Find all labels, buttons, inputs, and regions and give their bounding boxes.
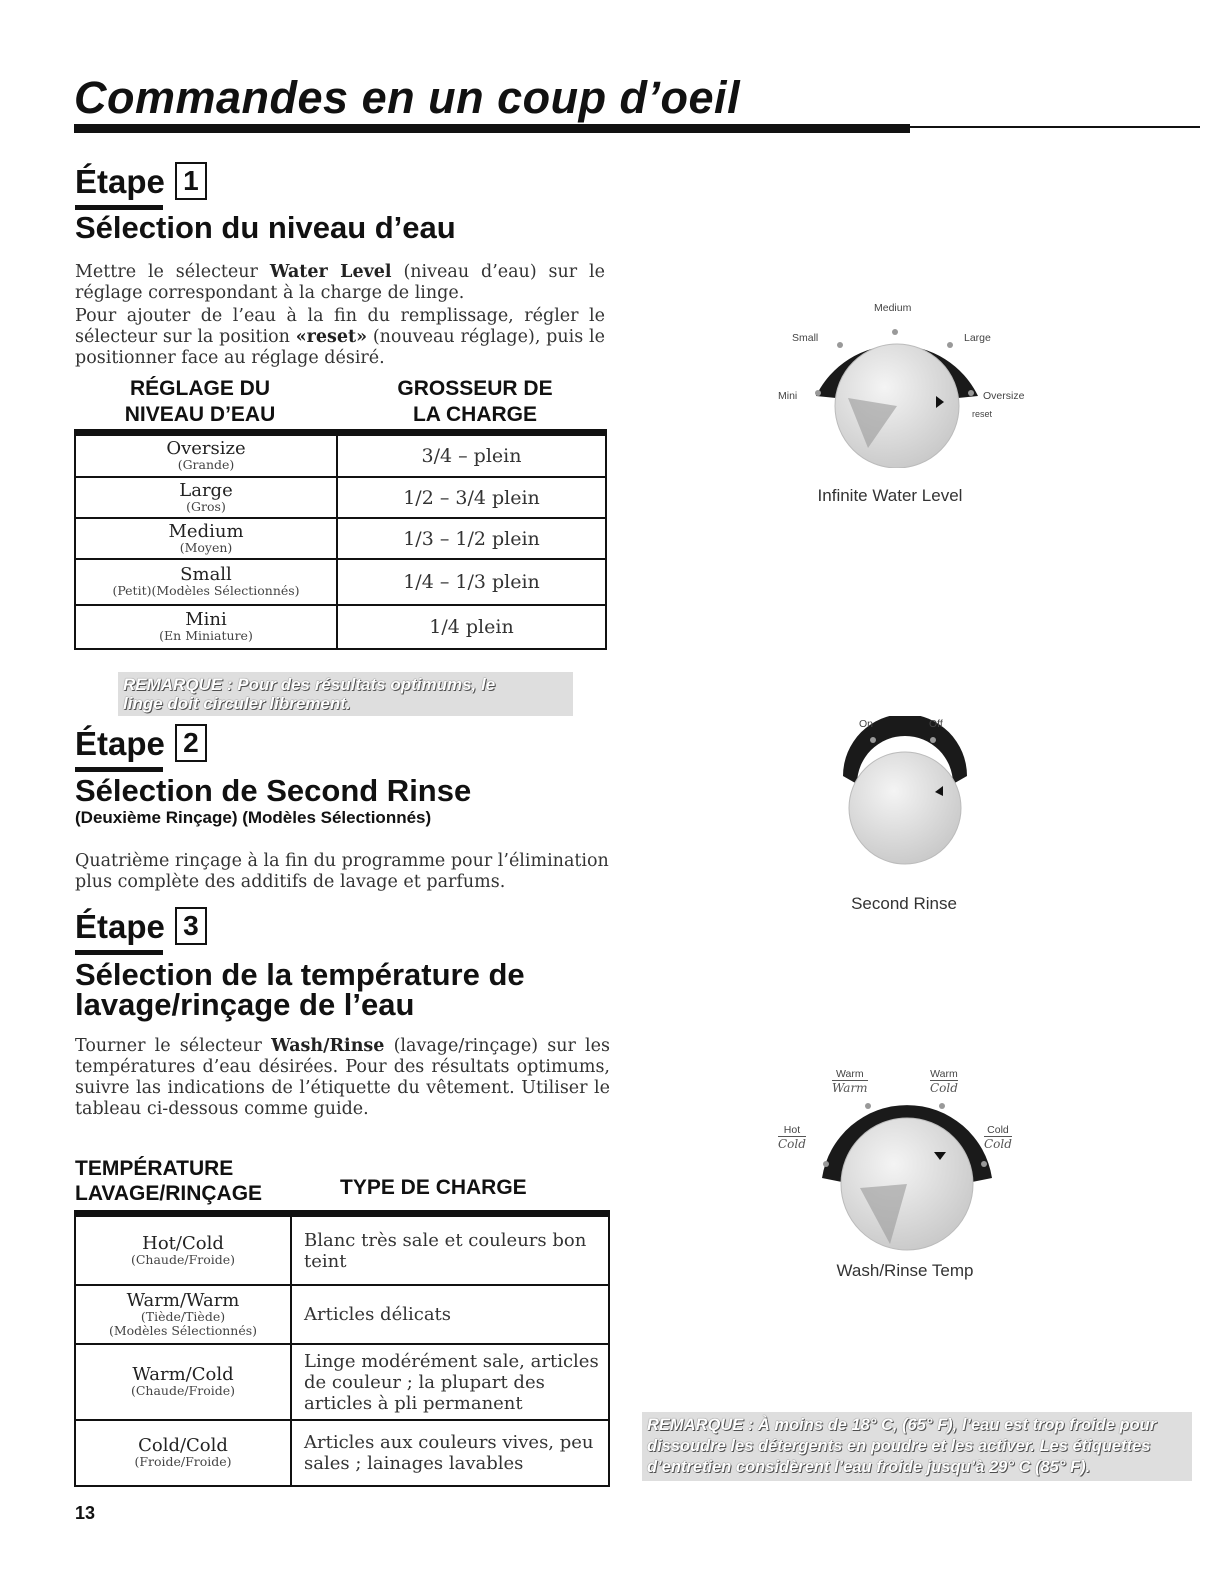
second-rinse-caption: Second Rinse [851, 894, 957, 913]
load-type: Blanc très sale et couleurs bon teint [291, 1216, 609, 1285]
level-cell [75, 605, 337, 649]
temp-table-col1-header [75, 1156, 262, 1206]
page-number: 13 [75, 1503, 96, 1523]
step-2-label [75, 725, 207, 765]
second-rinse-dial-figure [835, 716, 975, 876]
table-row [75, 1420, 609, 1486]
label-bottom: Cold [778, 1137, 806, 1151]
heading-line: lavage/rinçage de l’eau [75, 987, 415, 1022]
level-name: Large [179, 479, 233, 501]
level-translation: (Moyen) [179, 539, 233, 555]
level-cell [75, 559, 337, 605]
table-row [75, 559, 606, 605]
text: Pour ajouter de l’eau à la fin du remplissage, régler le sélecteur sur la position [75, 306, 605, 347]
temp-cell [75, 1344, 291, 1420]
wash-rinse-dial-icon [770, 1068, 1040, 1254]
level-name: Small [180, 564, 232, 585]
label-top: Cold [984, 1124, 1012, 1137]
step-underline [75, 767, 163, 772]
header-line: RÉGLAGE DU [129, 377, 270, 400]
label-top: Warm [832, 1068, 868, 1081]
etape-word: Étape [75, 725, 165, 762]
temp-name: Warm/Warm [126, 1289, 240, 1311]
temp-translation: (Chaude/Froide) [130, 1251, 236, 1267]
wash-rinse-caption: Wash/Rinse Temp [836, 1261, 974, 1280]
second-rinse-dial-icon [835, 716, 975, 876]
label-bottom: Cold [930, 1081, 958, 1095]
label-hot-cold [778, 1124, 806, 1151]
step-1-paragraph-1 [75, 262, 605, 304]
label-off: Off [929, 718, 943, 730]
wash-rinse-dial-figure [770, 1068, 1040, 1254]
text: (niveau d’eau) sur le réglage correspondant à la charge de linge. [75, 262, 606, 303]
load-type: Articles délicats [291, 1285, 609, 1344]
water-table-col2-header [360, 376, 590, 428]
label-cold-cold [984, 1124, 1012, 1151]
page-title: Commandes en un coup d’oeil [74, 72, 741, 123]
level-name: Oversize [166, 438, 246, 459]
etape-word: Étape [75, 908, 165, 945]
table-row [75, 477, 606, 518]
load-size: 1/4 plein [337, 605, 606, 649]
label-reset: reset [972, 409, 993, 419]
step-number: 3 [175, 907, 207, 945]
header-line: NIVEAU D’EAU [124, 403, 276, 426]
header-line: TEMPÉRATURE [75, 1157, 234, 1180]
step-2-subheading: (Deuxième Rinçage) (Modèles Sélectionnés) [75, 808, 432, 827]
wash-rinse-term: Wash/Rinse [271, 1036, 385, 1056]
header-line: LAVAGE/RINÇAGE [75, 1182, 263, 1205]
temp-translation: (Tiède/Tiède) [140, 1308, 226, 1324]
text: Mettre le sélecteur [75, 262, 270, 282]
label-bottom: Cold [984, 1137, 1012, 1151]
step-2-heading: Sélection de Second Rinse [75, 773, 472, 808]
label-top: Hot [778, 1124, 806, 1137]
water-level-caption: Infinite Water Level [817, 486, 963, 505]
note-line: linge doit circuler librement. [123, 694, 351, 713]
header-line: LA CHARGE [412, 403, 538, 426]
load-size: 1/2 – 3/4 plein [337, 477, 606, 518]
step-3-label [75, 908, 207, 948]
title-rule [74, 124, 910, 133]
step-number: 1 [175, 162, 207, 200]
note-line: REMARQUE : Pour des résultats optimums, le [123, 675, 496, 694]
reset-term: «reset» [295, 327, 368, 347]
label-on: On [859, 718, 874, 730]
text: (nouveau réglage), puis le positionner face au réglage désiré. [75, 327, 605, 368]
water-table-col1-header [90, 376, 310, 428]
label-large: Large [964, 332, 991, 344]
table-row [75, 1216, 609, 1285]
level-cell [75, 435, 337, 477]
table-row [75, 518, 606, 559]
label-small: Small [792, 332, 819, 344]
temp-cell [75, 1285, 291, 1344]
step-3-heading [75, 957, 525, 1022]
level-name: Medium [168, 520, 244, 542]
level-cell [75, 477, 337, 518]
note-circulation [118, 672, 573, 716]
water-level-dial-figure [778, 298, 1048, 468]
table-row [75, 435, 606, 477]
load-size: 3/4 – plein [337, 435, 606, 477]
label-bottom: Warm [832, 1081, 868, 1095]
level-translation: (En Miniature) [159, 628, 253, 643]
temp-translation: (Chaude/Froide) [130, 1383, 236, 1398]
load-size: 1/4 – 1/3 plein [337, 559, 606, 605]
label-warm-cold [930, 1068, 958, 1095]
load-type: Articles aux couleurs vives, peu sales ; lainages lavables [291, 1420, 609, 1486]
temp-name: Warm/Cold [132, 1364, 234, 1385]
step-3-paragraph [75, 1036, 610, 1120]
label-mini: Mini [778, 390, 798, 402]
temp-cell [75, 1420, 291, 1486]
header-line: GROSSEUR DE [397, 377, 553, 400]
label-oversize: Oversize [983, 390, 1025, 402]
temp-table-col2-header: TYPE DE CHARGE [340, 1176, 527, 1199]
title-rule-thin [910, 126, 1200, 128]
table-row [75, 1344, 609, 1420]
load-type: Linge modérément sale, articles de couleur ; la plupart des articles à pli permanent [291, 1344, 609, 1420]
level-cell [75, 518, 337, 559]
table-row [75, 1285, 609, 1344]
heading-line: Sélection de la température de [75, 957, 525, 992]
temp-cell [75, 1216, 291, 1285]
level-translation: (Petit)(Modèles Sélectionnés) [112, 583, 300, 598]
step-1-paragraph-2 [75, 306, 605, 369]
temp-name: Cold/Cold [138, 1435, 228, 1456]
table-row [75, 605, 606, 649]
step-number: 2 [175, 724, 207, 762]
water-level-table [74, 434, 607, 650]
water-level-dial-icon [778, 298, 1048, 468]
temperature-table [74, 1215, 610, 1487]
text: Tourner le sélecteur [75, 1036, 272, 1056]
step-1-heading: Sélection du niveau d’eau [75, 210, 456, 245]
label-top: Warm [930, 1068, 958, 1080]
level-name: Mini [185, 609, 227, 630]
water-level-term: Water Level [269, 262, 392, 282]
load-size: 1/3 – 1/2 plein [337, 518, 606, 559]
step-2-paragraph: Quatrième rinçage à la fin du programme pour l’élimination plus complète des additifs de lavage et parfums. [75, 851, 609, 892]
etape-word: Étape [75, 163, 165, 200]
level-translation: (Gros) [186, 498, 226, 514]
level-translation: (Grande) [177, 457, 235, 472]
temp-translation: (Froide/Froide) [134, 1454, 232, 1469]
temp-name: Hot/Cold [142, 1232, 224, 1254]
label-medium: Medium [874, 302, 912, 314]
temp-models-note: (Modèles Sélectionnés) [108, 1322, 258, 1338]
step-1-label [75, 163, 207, 203]
text: (lavage/rinçage) sur les températures d’eau désirées. Pour des résultats optimums, suivre las indications de l’étiquette du vêtement. Utiliser le tableau ci-dessous comme guide. [75, 1036, 610, 1119]
label-warm-warm [832, 1068, 868, 1095]
step-underline [75, 950, 163, 955]
note-cold-water: REMARQUE : À moins de 18° C, (65° F), l’eau est trop froide pour dissoudre les détergents en poudre et les activer. Les étiquettes d’entretien considèrent l’eau froide jusqu’à 29° C (85° F). [642, 1412, 1192, 1481]
